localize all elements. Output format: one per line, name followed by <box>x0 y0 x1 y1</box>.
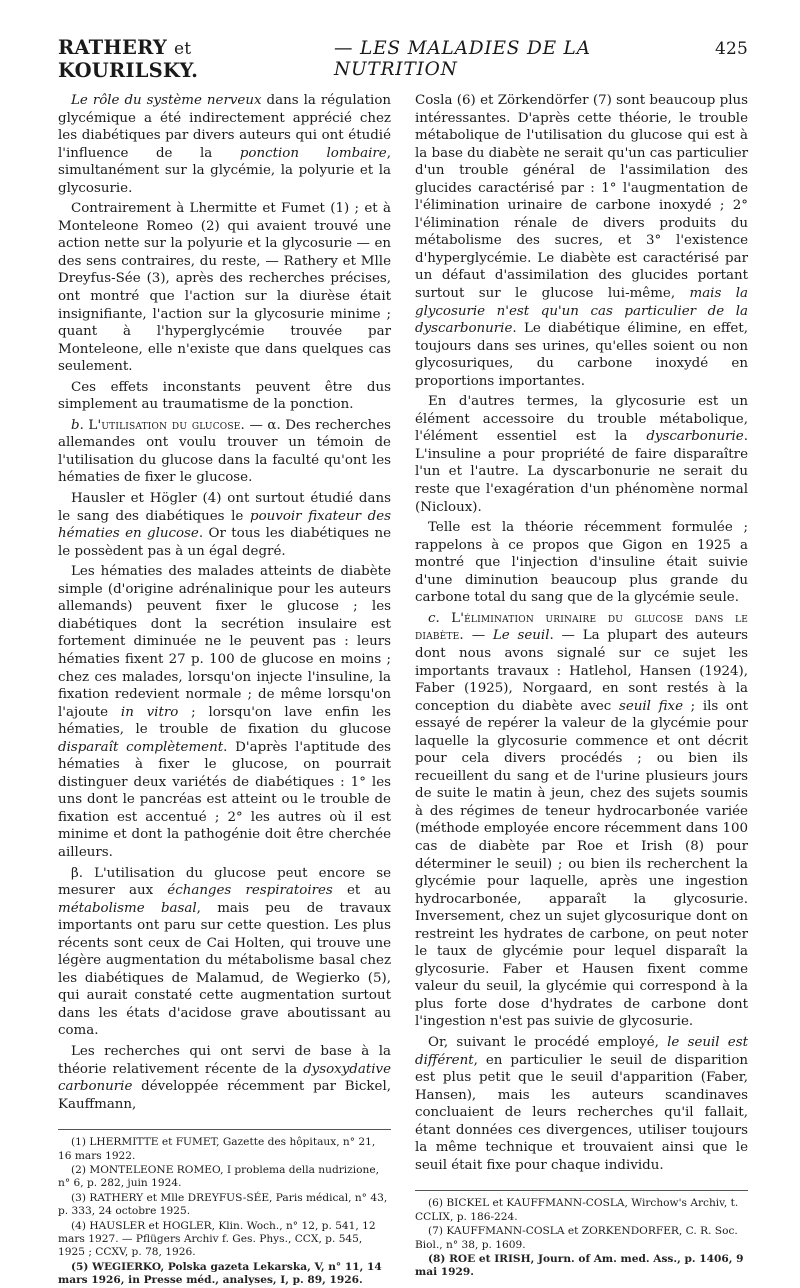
emphasis: le seuil est différent <box>415 1034 748 1068</box>
emphasis: ponction lombaire <box>239 145 387 161</box>
text-run: Cosla (6) et Zörkendörfer (7) sont beaucoup plus intéressantes. D'après cette théorie, le trouble métabolique de l'utilisation du glucose qui est à la base du diabète ne serait qu'un cas particulier d'un trouble général de l'assimilation des glucides caractérisé par : 1° l'augmentation de l'élimination urinaire de carbone inoxydé ; 2° l'élimination rénale de divers produits du métabolisme des sucres, et 3° l'existence d'hyperglycémie. Le diabète est caractérisé par un défaut d'assimilation des glucides portant surtout sur le glucose lui-même, <box>415 93 749 302</box>
emphasis: dysoxydative carbonurie <box>58 1061 391 1095</box>
header-title <box>334 38 715 80</box>
emphasis: seuil fixe <box>618 698 683 714</box>
text-run: . Or tous les diabétiques ne le possèdent pas à un égal degré. <box>58 526 391 559</box>
text-run: Les hématies des malades atteints de diabète simple (d'origine adrénalinique pour les auteurs allemands) peuvent fixer le glucose ; les diabétiques dont la secrétion insulaire est fortement diminuée ne le peuvent pas : leurs hématies fixent 27 p. 100 de glucose en moins ; chez ces malades, lorsqu'on injecte l'insuline, la fixation redevient normale ; de même lorsqu'on l'ajoute <box>58 564 391 720</box>
footnote: (3) RATHERY et Mlle DREYFUS-SÉE, Paris médical, n° 43, p. 333, 24 octobre 1925. <box>58 1191 388 1218</box>
text-run: , simultanément sur la glycémie, la polyurie et la glycosurie. <box>58 145 391 196</box>
paragraph-lhermitte: Contrairement à Lhermitte et Fumet (1) ; et à Monteleone Romeo (2) qui avaient trouvé une action nette sur la polyurie et la glycosurie — en des sens contraires, du reste, — Rathery et Mlle Dreyfus-Sée (3), après des recherches précises, ont montré que l'action sur la diurèse était insignifiante, l'action sur la glycosurie minime ; quant à l'hyperglycémie trouvée par Monteleone, elle n'existe que dans quelques cas seulement. <box>58 201 391 375</box>
text-run: Or, suivant le procédé employé, <box>428 1034 668 1050</box>
footnote: (1) LHERMITTE et FUMET, Gazette des hôpitaux, n° 21, 16 mars 1922. <box>58 1136 376 1162</box>
footnote: (5) WEGIERKO, Polska gazeta Lekarska, V, n° 11, 14 mars 1926, in Presse méd., analyses, I, p. 89, 1926. <box>58 1260 382 1287</box>
paragraph-seuil <box>415 610 748 1031</box>
footnote: (2) MONTELEONE ROMEO, I problema della nudrizione, n° 6, p. 282, juin 1924. <box>58 1163 379 1190</box>
text-run: Hausler et Högler (4) ont surtout étudié dans le sang des diabétiques le <box>58 491 391 524</box>
page-number: 425 <box>714 39 748 59</box>
paragraph-recherches <box>58 1043 391 1113</box>
emphasis: Le seuil <box>492 628 550 644</box>
text-run: En d'autres termes, la glycosurie est un élément accessoire du trouble métabolique, l'élément essentiel est la <box>415 394 748 445</box>
text-run: — <box>463 628 493 644</box>
paragraph-beta <box>58 865 391 1040</box>
paragraph-hausler <box>58 490 391 560</box>
text-run: , mais peu de travaux importants ont paru sur cette question. Les plus récents sont ceux de Cai Holten, qui trouve une légère augmentation du métabolisme basal chez les diabétiques de Malamud, de Wegierko (5), qui aurait constaté cette augmentation surtout dans les états d'acidose grave aboutissant au coma. <box>58 900 391 1039</box>
footnote: (8) ROE et IRISH, Journ. of Am. med. Ass., p. 1406, 9 mai 1929. <box>415 1252 744 1279</box>
emphasis: mais la glycosurie n'est qu'un cas particulier de la dyscarbonurie <box>415 286 748 337</box>
footnote: (6) BICKEL et KAUFFMANN-COSLA, Wirchow's Archiv, t. CCLIX, p. 186-224. <box>415 1197 739 1223</box>
text-run: β. L'utilisation du glucose peut encore se mesurer aux <box>58 865 391 899</box>
text-run: , en particulier le seuil de disparition est plus petit que le seuil d'apparition (Faber, Hansen), mais les auteurs scandinaves concluaient de leurs recherches qu'il fallait, étant données ces divergences, utiliser toujours la même technique et trouvaient ainsi que le seuil était fixe pour chaque individu. <box>415 1052 748 1173</box>
text-run: ; lorsqu'on lave enfin les hématies, le trouble de fixation du glucose <box>58 704 391 738</box>
emphasis: Le rôle du système nerveux <box>71 93 262 108</box>
footnote-divider <box>58 1129 391 1130</box>
text-run: et au <box>332 883 391 899</box>
paragraph-procede <box>415 1034 748 1174</box>
running-header <box>58 36 748 82</box>
text-run: développée récemment par Bickel, Kauffmann, <box>58 1079 391 1112</box>
left-column <box>58 92 391 1288</box>
text-run: ; ils ont essayé de repérer la valeur de la glycémie pour laquelle la glycosurie commence et ont décrit pour cela divers procédés ; ou bien ils recueillent du sang et de l'urine plusieurs jours de suite le matin à jeun, chez des sujets soumis à des régimes de teneur hydrocarbonée variée (méthode employée encore récemment dans 100 cas de diabète par Roe et Irish (8) pour déterminer le seuil) ; ou bien ils recherchent la glycémie pour laquelle, après une ingestion hydrocarbonée, apparaît la glycosurie. Inversement, chez un sujet glycosurique dont on restreint les hydrates de carbone, on peut noter le taux de glycémie pour lequel disparaît la glycosurie. Faber et Hausen fixent comme valeur du seuil, la glycémie qui correspond à la plus forte dose d'hydrates de carbone dont l'ingestion n'est pas suivie de glycosurie. <box>415 698 748 1030</box>
emphasis: in vitro <box>120 704 179 720</box>
emphasis: disparaît complètement <box>58 739 224 755</box>
text-run: . L'insuline a pour propriété de faire disparaître l'un et l'autre. La dyscarbonurie ne serait du reste que l'exagération d'un phénomène normal (Nicloux). <box>415 429 748 515</box>
text-run: . D'après l'aptitude des hématies à fixer le glucose, on pourrait distinguer deux variétés de diabétiques : 1° les uns dont le pancréas est atteint ou le trouble de fixation est accentué ; 2° les autres où il est minime et dont la pathogénie doit être cherchée ailleurs. <box>58 739 391 860</box>
right-column <box>415 92 748 1288</box>
two-column-body <box>58 92 748 1288</box>
paragraph-theory <box>415 92 748 390</box>
section-heading: L'élimination urinaire du glucose dans le diabète. <box>415 610 748 644</box>
paragraph-glucose-utilisation <box>58 417 391 487</box>
header-dash: — <box>334 38 354 59</box>
footnote: (4) HAUSLER et HOGLER, Klin. Woch., n° 12, p. 541, 12 mars 1927. — Pflügers Archiv f. Ges. Phys., CCX, p. 545, 1925 ; CCXV, p. 78, 1926. <box>58 1219 376 1259</box>
paragraph-gigon: Telle est la théorie récemment formulée ; rappelons à ce propos que Gigon en 1925 a montré que l'injection d'insuline était suivie d'une diminution beaucoup plus grande du carbone total du sang que de la glycémie seule. <box>415 520 748 606</box>
text-run: — α. Des recherches allemandes ont voulu trouver un témoin de l'utilisation du glucose dans la faculté qu'ont les hématies de fixer le glucose. <box>58 417 391 486</box>
text-run: dans la régulation glycémique a été indirectement apprécié chez les diabétiques par divers auteurs qui ont étudié l'influence de la <box>58 93 392 161</box>
text-run: . — La plupart des auteurs dont nous avons signalé sur ce sujet les importants travaux : Hatlehol, Hansen (1924), Faber (1925), Norgaard, en sont restés à la conception du diabète avec <box>415 628 749 714</box>
author-conjunction: et <box>174 39 192 59</box>
emphasis: échanges respiratoires <box>167 883 333 899</box>
text-run: Les recherches qui ont servi de base à la théorie relativement récente de la <box>58 1043 391 1077</box>
paragraph-hematies <box>58 563 391 861</box>
emphasis: dyscarbonurie <box>646 429 744 445</box>
section-heading: L'utilisation du glucose. <box>88 417 245 433</box>
section-letter: b. <box>71 417 84 433</box>
footnote: (7) KAUFFMANN-COSLA et ZORKENDORFER, C. R. Soc. Biol., n° 38, p. 1609. <box>415 1225 738 1251</box>
paragraph-nervous-system <box>58 92 391 197</box>
header-authors <box>58 36 334 82</box>
footnote-divider <box>415 1190 748 1191</box>
text-run: . Le diabétique élimine, en effet, toujours dans ses urines, qu'elles soient ou non glycosuriques, du carbone inoxydé en proportions importantes. <box>415 321 748 389</box>
journal-page <box>58 36 748 1288</box>
paragraph-dyscarbonurie <box>415 393 748 516</box>
author-kourilsky: KOURILSKY. <box>58 59 199 82</box>
emphasis: pouvoir fixateur des hématies en glucose <box>58 508 392 542</box>
author-rathery: RATHERY <box>58 36 167 59</box>
paragraph-effects: Ces effets inconstants peuvent être dus simplement au traumatisme de la ponction. <box>58 379 391 413</box>
section-letter: c. <box>428 610 440 626</box>
header-title-text: LES MALADIES DE LA NUTRITION <box>334 38 591 80</box>
emphasis: métabolisme basal <box>58 900 197 916</box>
